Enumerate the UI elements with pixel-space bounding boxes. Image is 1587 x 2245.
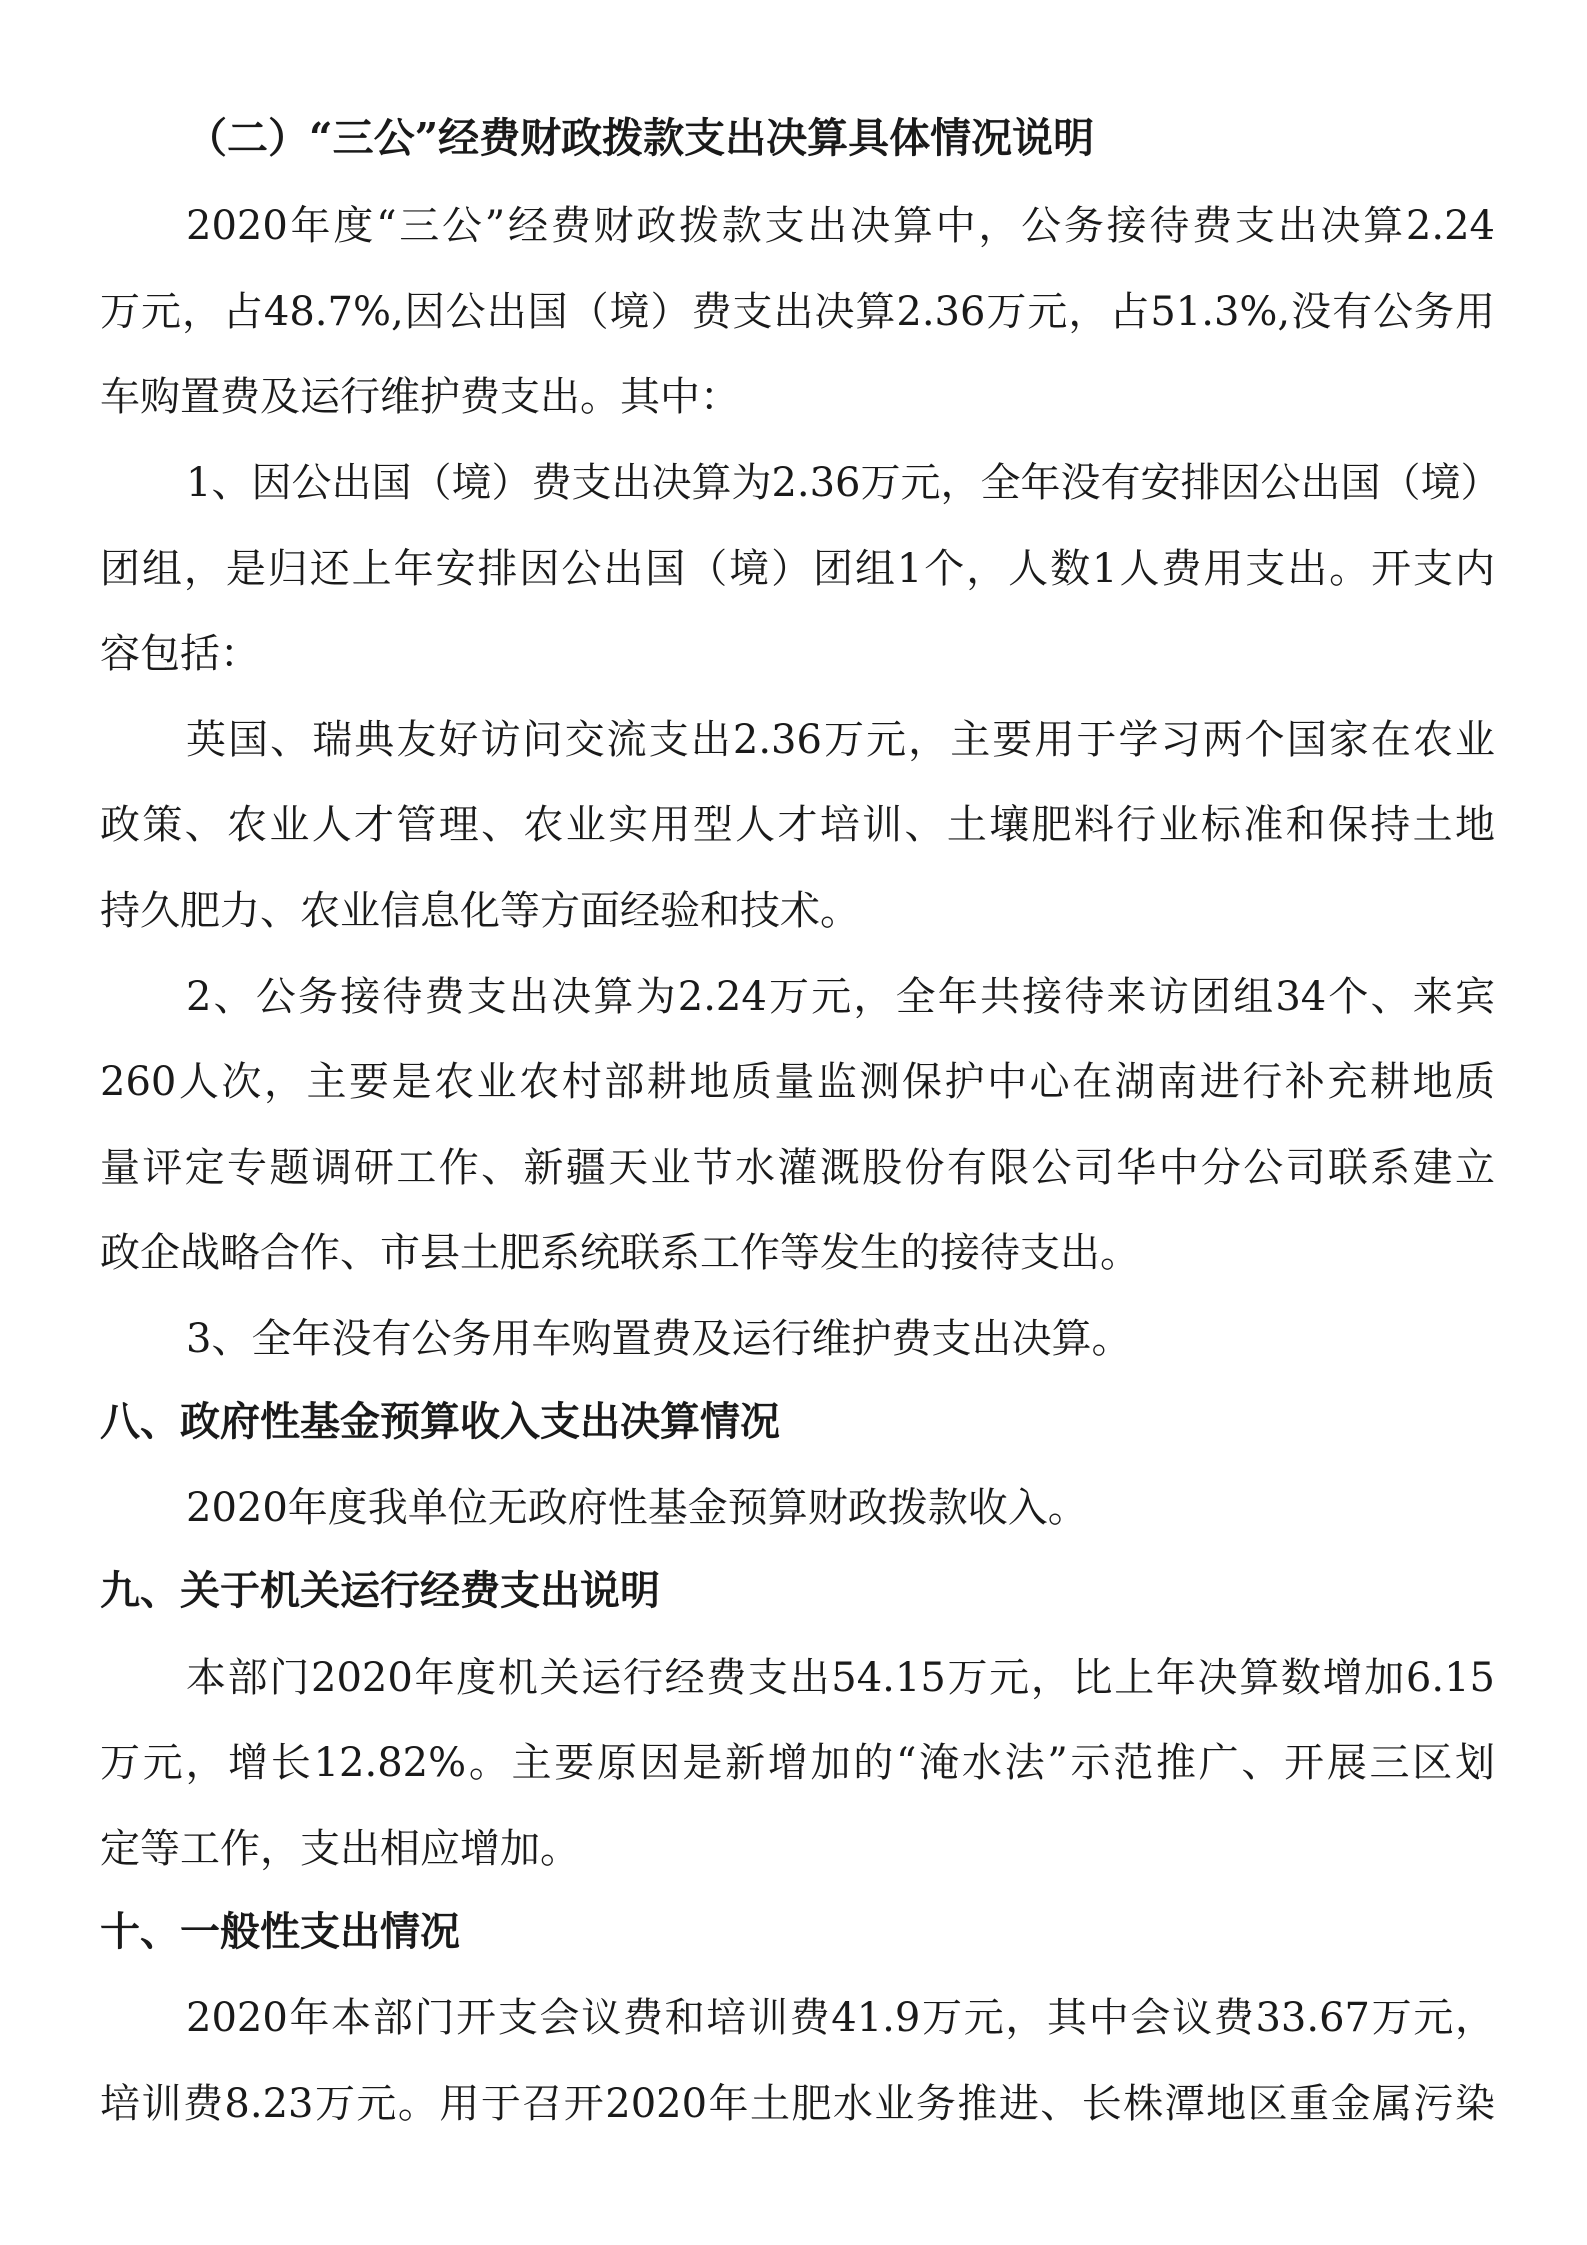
- paragraph-line: 培训费8.23万元。用于召开2020年土肥水业务推进、长株潭地区重金属污染: [100, 2081, 1495, 2127]
- paragraph-line: 车购置费及运行维护费支出。其中：: [100, 374, 740, 420]
- paragraph-line: 团组，是归还上年安排因公出国（境）团组1个，人数1人费用支出。开支内: [100, 546, 1495, 592]
- paragraph-line: 英国、瑞典友好访问交流支出2.36万元，主要用于学习两个国家在农业: [186, 717, 1495, 763]
- heading-nine: 九、关于机关运行经费支出说明: [100, 1568, 660, 1614]
- paragraph-line: 政企战略合作、市县土肥系统联系工作等发生的接待支出。: [100, 1230, 1140, 1276]
- paragraph-line: 3、全年没有公务用车购置费及运行维护费支出决算。: [186, 1316, 1132, 1362]
- section-title: （二）“三公”经费财政拨款支出决算具体情况说明: [186, 114, 1095, 162]
- paragraph-line: 2020年本部门开支会议费和培训费41.9万元，其中会议费33.67万元，: [186, 1995, 1495, 2041]
- paragraph-line: 万元，占48.7%,因公出国（境）费支出决算2.36万元，占51.3%,没有公务用: [100, 289, 1495, 335]
- heading-ten: 十、一般性支出情况: [100, 1909, 460, 1955]
- paragraph-line: 定等工作，支出相应增加。: [100, 1826, 580, 1872]
- paragraph-line: 2020年度“三公”经费财政拨款支出决算中，公务接待费支出决算2.24: [186, 203, 1495, 249]
- paragraph-line: 政策、农业人才管理、农业实用型人才培训、土壤肥料行业标准和保持土地: [100, 802, 1495, 848]
- paragraph-line: 2020年度我单位无政府性基金预算财政拨款收入。: [186, 1485, 1088, 1531]
- paragraph-line: 260人次，主要是农业农村部耕地质量监测保护中心在湖南进行补充耕地质: [100, 1059, 1495, 1105]
- paragraph-line: 容包括：: [100, 631, 260, 677]
- paragraph-line: 本部门2020年度机关运行经费支出54.15万元，比上年决算数增加6.15: [186, 1655, 1495, 1701]
- paragraph-line: 量评定专题调研工作、新疆天业节水灌溉股份有限公司华中分公司联系建立: [100, 1145, 1495, 1191]
- heading-eight: 八、政府性基金预算收入支出决算情况: [100, 1399, 780, 1445]
- paragraph-line: 持久肥力、农业信息化等方面经验和技术。: [100, 888, 860, 934]
- paragraph-line: 2、公务接待费支出决算为2.24万元，全年共接待来访团组34个、来宾: [186, 974, 1495, 1020]
- paragraph-line: 1、因公出国（境）费支出决算为2.36万元，全年没有安排因公出国（境）: [186, 460, 1501, 506]
- paragraph-line: 万元，增长12.82%。主要原因是新增加的“淹水法”示范推广、开展三区划: [100, 1740, 1495, 1786]
